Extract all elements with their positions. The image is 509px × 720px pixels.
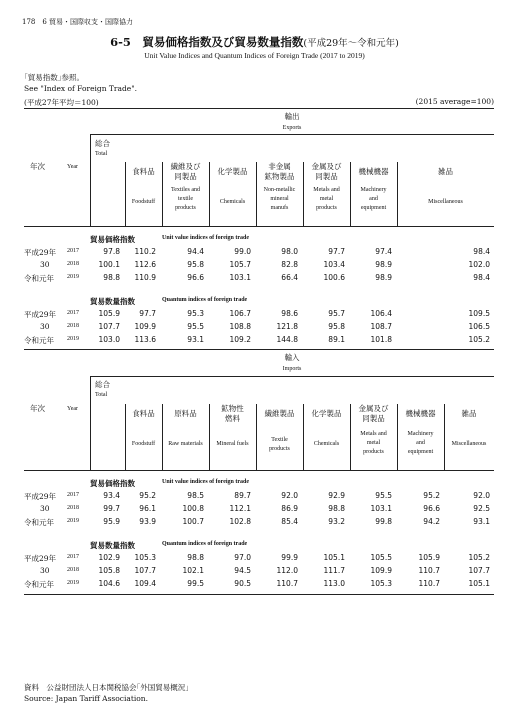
exports-group-label-jp: 貿易価格指数: [90, 235, 135, 244]
exports-col-header-en: products: [175, 205, 196, 211]
table-cell: 103.1: [370, 504, 392, 513]
year-label-en: 2018: [67, 261, 79, 267]
table-cell: 98.5: [187, 491, 204, 500]
year-label-en: 2019: [67, 518, 79, 524]
table-cell: 97.7: [139, 309, 156, 318]
base-note-jp: (平成27年平均＝100): [24, 98, 99, 107]
table-cell: 109.2: [229, 335, 251, 344]
year-label-jp: 30: [40, 260, 50, 269]
table-cell: 98.6: [281, 309, 298, 318]
table-cell: 92.0: [473, 491, 490, 500]
exports-subheader-rule: [90, 134, 494, 135]
table-cell: 85.4: [281, 517, 298, 526]
table-cell: 98.8: [328, 504, 345, 513]
table-cell: 98.4: [473, 247, 490, 256]
imports-col-header-en: Metals and: [360, 431, 387, 437]
year-header-en: Year: [67, 164, 79, 170]
table-cell: 105.1: [468, 579, 490, 588]
year-label-en: 2017: [67, 554, 79, 560]
table-cell: 95.8: [328, 322, 345, 331]
year-header-en: Year: [67, 406, 79, 412]
imports-col-header-jp: 食料品: [132, 409, 155, 418]
year-label-jp: 30: [40, 322, 50, 331]
table-cell: 66.4: [281, 273, 298, 282]
exports-title-jp: 輸出: [284, 112, 300, 121]
imports-group-label-en: Unit value indices of foreign trade: [162, 479, 250, 485]
table-cell: 105.5: [370, 553, 392, 562]
base-note-en: (2015 average=100): [415, 97, 494, 106]
table-cell: 112.0: [276, 566, 298, 575]
table-cell: 82.8: [281, 260, 298, 269]
table-cell: 97.4: [375, 247, 392, 256]
table-cell: 104.6: [98, 579, 120, 588]
year-label-jp: 令和元年: [24, 336, 54, 345]
table-cell: 95.2: [423, 491, 440, 500]
imports-col-header-en: Machinery: [407, 431, 434, 437]
imports-col-header-en: Foodstuff: [131, 441, 156, 447]
imports-title-jp: 輸入: [284, 353, 300, 362]
table-cell: 105.1: [323, 553, 345, 562]
table-cell: 98.9: [375, 273, 392, 282]
total-label-jp: 総合: [95, 380, 110, 389]
table-cell: 107.7: [98, 322, 120, 331]
year-label-jp: 平成29年: [24, 248, 57, 257]
table-cell: 112.6: [134, 260, 156, 269]
table-cell: 106.4: [370, 309, 392, 318]
exports-col-header-en: metal: [319, 196, 334, 202]
imports-col-header-jp: 金属及び: [358, 404, 389, 413]
table-cell: 95.3: [187, 309, 204, 318]
table-cell: 98.0: [281, 247, 298, 256]
imports-col-header-en: products: [363, 449, 384, 455]
table-cell: 89.7: [234, 491, 251, 500]
table-cell: 108.8: [229, 322, 251, 331]
table-cell: 109.5: [468, 309, 490, 318]
table-cell: 95.5: [187, 322, 204, 331]
exports-col-header-jp: 化学製品: [217, 167, 248, 176]
table-cell: 107.7: [468, 566, 490, 575]
table-cell: 102.8: [229, 517, 251, 526]
table-cell: 111.7: [323, 566, 345, 575]
table-cell: 90.5: [234, 579, 251, 588]
table-cell: 102.0: [468, 260, 490, 269]
table-cell: 100.8: [182, 504, 204, 513]
table-cell: 93.1: [187, 335, 204, 344]
exports-col-header-en: mineral: [270, 196, 289, 202]
imports-col-header-en: Raw materials: [168, 441, 203, 447]
exports-col-header-jp: 繊維及び: [170, 162, 201, 171]
exports-col-header-en: equipment: [360, 205, 387, 211]
table-cell: 86.9: [281, 504, 298, 513]
imports-col-header-jp: 燃料: [225, 414, 240, 423]
table-cell: 92.9: [328, 491, 345, 500]
table-cell: 103.0: [98, 335, 120, 344]
table-cell: 109.4: [134, 579, 156, 588]
table-cell: 93.1: [473, 517, 490, 526]
exports-header-bottom-rule: [24, 226, 494, 227]
running-header: 178 6 貿易・国際収支・国際協力: [22, 18, 134, 26]
imports-header-bottom-rule: [24, 470, 494, 471]
year-label-en: 2017: [67, 310, 79, 316]
exports-col-header-jp: 金属及び: [311, 162, 342, 171]
imports-col-header-jp: 化学製品: [311, 409, 342, 418]
table-cell: 98.8: [103, 273, 120, 282]
table-cell: 94.2: [423, 517, 440, 526]
year-label-jp: 令和元年: [24, 580, 54, 589]
table-cell: 96.1: [139, 504, 156, 513]
exports-col-header-en: manufs: [270, 205, 289, 211]
table-cell: 102.9: [98, 553, 120, 562]
table-cell: 98.4: [473, 273, 490, 282]
year-label-jp: 平成29年: [24, 554, 57, 563]
imports-col-header-en: metal: [366, 440, 381, 446]
imports-group-label-jp: 貿易価格指数: [90, 479, 135, 488]
exports-group-label-en: Unit value indices of foreign trade: [162, 235, 250, 241]
table-cell: 105.2: [468, 553, 490, 562]
table-cell: 95.7: [328, 309, 345, 318]
year-header-jp: 年次: [30, 162, 45, 171]
title-sub: (平成29年～令和元年): [303, 38, 399, 49]
table-cell: 95.9: [103, 517, 120, 526]
year-label-jp: 平成29年: [24, 492, 57, 501]
year-label-en: 2019: [67, 336, 79, 342]
table-cell: 110.7: [418, 566, 440, 575]
table-cell: 99.5: [187, 579, 204, 588]
exports-col-header-jp: 同製品: [174, 172, 197, 181]
imports-col-header-en: equipment: [407, 449, 434, 455]
table-cell: 99.9: [281, 553, 298, 562]
table-cell: 99.8: [375, 517, 392, 526]
table-cell: 93.4: [103, 491, 120, 500]
table-cell: 96.6: [187, 273, 204, 282]
table-cell: 108.7: [370, 322, 392, 331]
exports-col-header-jp: 鉱物製品: [264, 172, 295, 181]
imports-subheader-rule: [90, 376, 494, 377]
table-cell: 109.9: [370, 566, 392, 575]
table-cell: 97.7: [328, 247, 345, 256]
year-label-en: 2019: [67, 580, 79, 586]
table-cell: 94.5: [234, 566, 251, 575]
year-label-en: 2018: [67, 323, 79, 329]
year-label-en: 2017: [67, 248, 79, 254]
exports-col-header-en: Machinery: [360, 187, 387, 193]
year-label-jp: 30: [40, 566, 50, 575]
imports-col-header-jp: 鉱物性: [221, 404, 244, 413]
table-cell: 105.7: [229, 260, 251, 269]
table-cell: 94.4: [187, 247, 204, 256]
table-cell: 105.8: [98, 566, 120, 575]
imports-col-header-jp: 原料品: [174, 409, 197, 418]
table-cell: 101.8: [370, 335, 392, 344]
exports-col-header-en: Foodstuff: [131, 199, 156, 205]
year-label-en: 2018: [67, 567, 79, 573]
table-cell: 144.8: [276, 335, 298, 344]
exports-group-label-jp: 貿易数量指数: [90, 297, 135, 306]
table-cell: 121.8: [276, 322, 298, 331]
table-top-rule: [24, 108, 494, 109]
exports-title-en: Exports: [282, 125, 302, 131]
exports-col-header-en: textile: [178, 196, 193, 202]
total-label-en: Total: [95, 151, 108, 157]
source-jp: 資料 公益財団法人日本関税協会｢外国貿易概況｣: [24, 683, 189, 692]
table-cell: 93.9: [139, 517, 156, 526]
table-cell: 93.2: [328, 517, 345, 526]
table-bottom-rule: [24, 594, 494, 595]
page-subtitle: Unit Value Indices and Quantum Indices of Foreign Trade (2017 to 2019): [144, 51, 365, 60]
table-cell: 105.3: [134, 553, 156, 562]
year-label-en: 2017: [67, 492, 79, 498]
table-cell: 95.5: [375, 491, 392, 500]
column-rule: [90, 376, 91, 470]
table-cell: 110.9: [134, 273, 156, 282]
column-rule: [90, 134, 91, 226]
exports-col-header-en: Miscellaneous: [428, 199, 463, 205]
table-cell: 105.2: [468, 335, 490, 344]
exports-group-label-en: Quantum indices of foreign trade: [162, 297, 248, 303]
table-cell: 106.7: [229, 309, 251, 318]
table-cell: 110.7: [418, 579, 440, 588]
year-header-jp: 年次: [30, 404, 45, 413]
table-cell: 100.1: [98, 260, 120, 269]
table-cell: 109.9: [134, 322, 156, 331]
table-cell: 95.8: [187, 260, 204, 269]
exports-bottom-rule: [24, 349, 494, 350]
source-en: Source: Japan Tariff Association.: [24, 694, 149, 703]
imports-col-header-en: Textile: [271, 437, 288, 443]
table-cell: 103.4: [323, 260, 345, 269]
table-cell: 89.1: [328, 335, 345, 344]
exports-col-header-en: Metals and: [313, 187, 340, 193]
table-cell: 97.0: [234, 553, 251, 562]
table-cell: 98.8: [187, 553, 204, 562]
imports-group-label-jp: 貿易数量指数: [90, 541, 135, 550]
table-cell: 95.2: [139, 491, 156, 500]
table-cell: 97.8: [103, 247, 120, 256]
year-label-jp: 平成29年: [24, 310, 57, 319]
imports-col-header-jp: 同製品: [362, 414, 385, 423]
table-cell: 99.7: [103, 504, 120, 513]
table-cell: 113.0: [323, 579, 345, 588]
page-title: [0, 34, 509, 50]
year-label-en: 2018: [67, 505, 79, 511]
table-cell: 107.7: [134, 566, 156, 575]
table-cell: 110.7: [276, 579, 298, 588]
table-cell: 100.6: [323, 273, 345, 282]
total-label-jp: 総合: [95, 139, 110, 148]
exports-col-header-en: Textiles and: [170, 187, 201, 193]
exports-col-header-jp: 雑品: [438, 167, 453, 176]
title-main: 6-5 貿易価格指数及び貿易数量指数: [110, 35, 304, 49]
imports-col-header-en: Miscellaneous: [451, 441, 487, 447]
imports-col-header-jp: 雑品: [461, 409, 477, 418]
table-cell: 100.7: [182, 517, 204, 526]
note-en: See "Index of Foreign Trade".: [24, 84, 138, 93]
table-cell: 106.5: [468, 322, 490, 331]
year-label-jp: 令和元年: [24, 518, 54, 527]
table-cell: 98.9: [375, 260, 392, 269]
table-cell: 92.0: [281, 491, 298, 500]
year-label-jp: 令和元年: [24, 274, 54, 283]
table-cell: 113.6: [134, 335, 156, 344]
exports-col-header-en: products: [316, 205, 337, 211]
imports-col-header-en: Mineral fuels: [216, 441, 249, 447]
table-cell: 110.2: [134, 247, 156, 256]
imports-col-header-en: products: [269, 446, 290, 452]
table-cell: 105.3: [370, 579, 392, 588]
imports-col-header-en: Chemicals: [313, 441, 340, 447]
table-cell: 112.1: [229, 504, 251, 513]
table-cell: 103.1: [229, 273, 251, 282]
imports-title-en: Imports: [282, 366, 302, 372]
table-cell: 96.6: [423, 504, 440, 513]
exports-col-header-jp: 機械機器: [358, 167, 389, 176]
table-cell: 92.5: [473, 504, 490, 513]
exports-col-header-en: Non-metallic: [263, 187, 296, 193]
total-label-en: Total: [95, 392, 108, 398]
imports-col-header-jp: 繊維製品: [264, 409, 295, 418]
table-cell: 105.9: [98, 309, 120, 318]
exports-col-header-en: and: [369, 196, 378, 202]
imports-group-label-en: Quantum indices of foreign trade: [162, 541, 248, 547]
table-cell: 105.9: [418, 553, 440, 562]
table-cell: 99.0: [234, 247, 251, 256]
year-label-en: 2019: [67, 274, 79, 280]
note-jp: ｢貿易指数｣参照。: [24, 73, 84, 82]
exports-col-header-jp: 非金属: [268, 162, 291, 171]
exports-col-header-jp: 同製品: [315, 172, 338, 181]
table-cell: 102.1: [182, 566, 204, 575]
exports-col-header-jp: 食料品: [132, 167, 155, 176]
year-label-jp: 30: [40, 504, 50, 513]
exports-col-header-en: Chemicals: [219, 199, 246, 205]
imports-col-header-jp: 機械機器: [405, 409, 436, 418]
imports-col-header-en: and: [416, 440, 425, 446]
